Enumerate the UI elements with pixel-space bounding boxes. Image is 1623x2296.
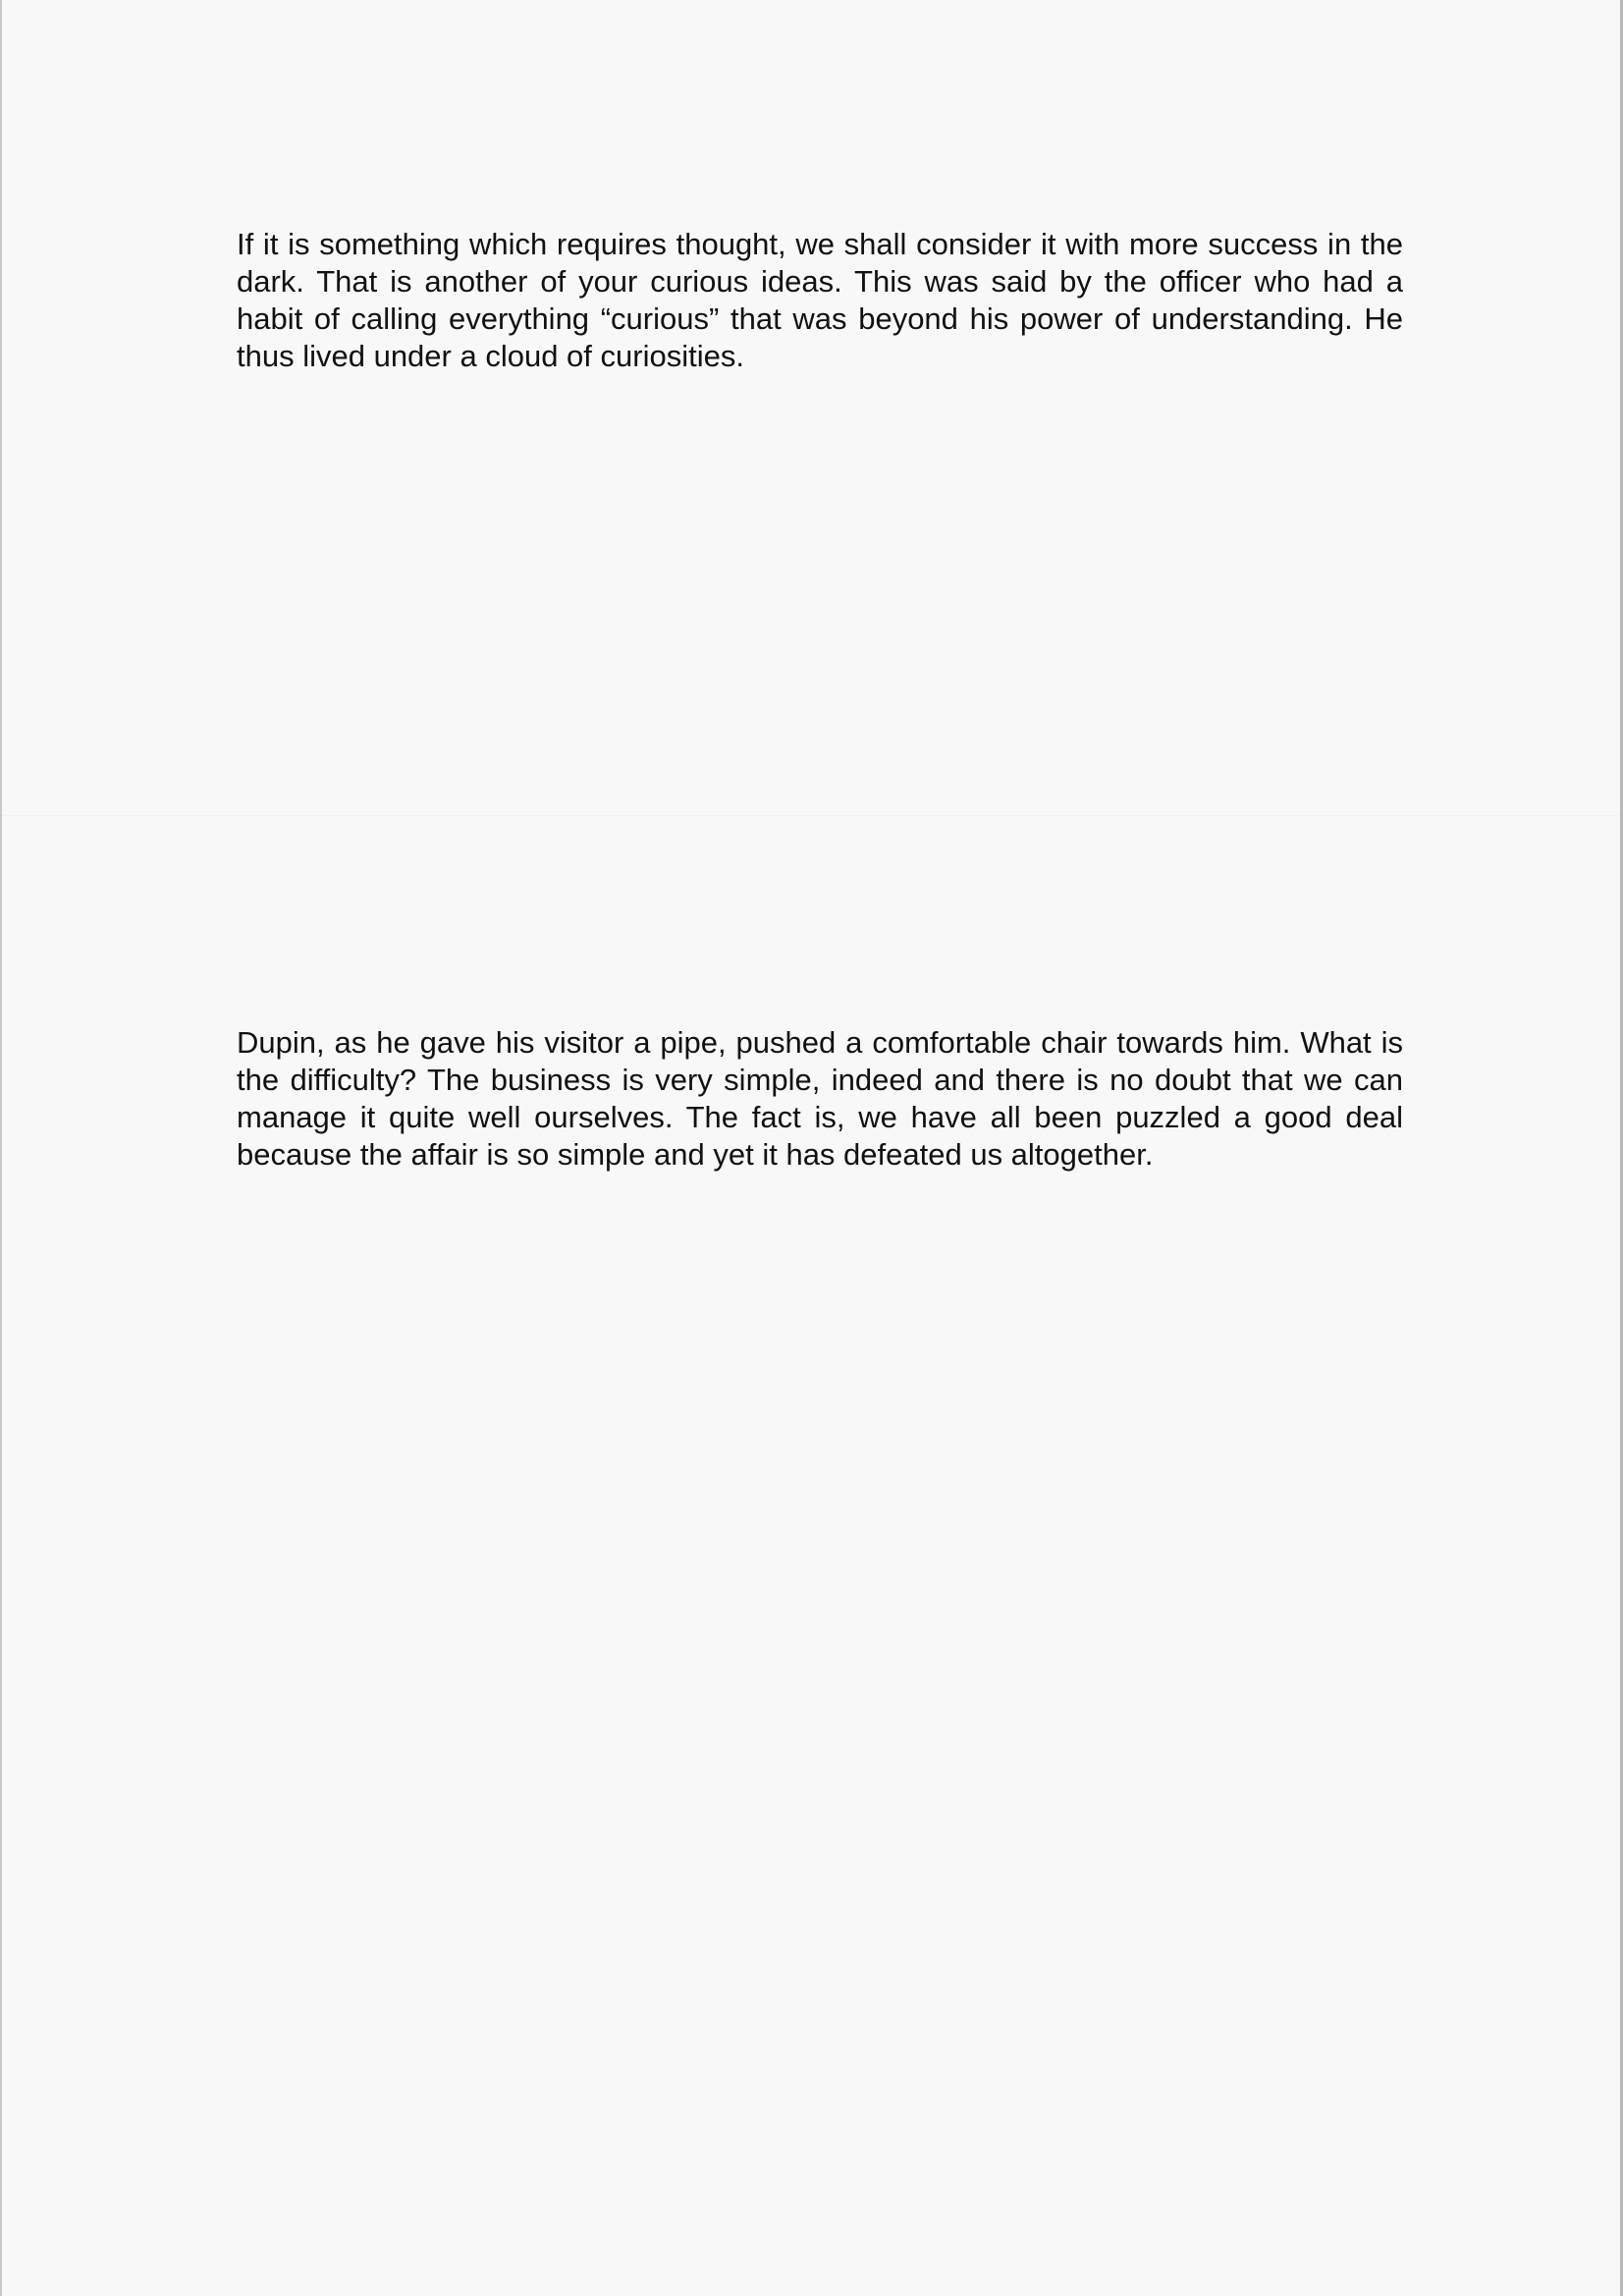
paragraph-2: Dupin, as he gave his visitor a pipe, pushed a comfortable chair towards him. What is the difficulty? The business is very simple, indeed and there is no doubt that we can manage it quite well ourselves. The fact is, we have all been puzzled a good deal because the affair is so simple and yet it has defeated us altogether. [237,1025,1403,1172]
show-through-shadow [935,337,1396,364]
paragraph-1: If it is something which requires thought, we shall consider it with more success in the dark. That is another of your curious ideas. This was said by the officer who had a habit of calling everything “curious” that was beyond his power of understanding. He thus lived under a cloud of curiosities. [237,227,1403,373]
